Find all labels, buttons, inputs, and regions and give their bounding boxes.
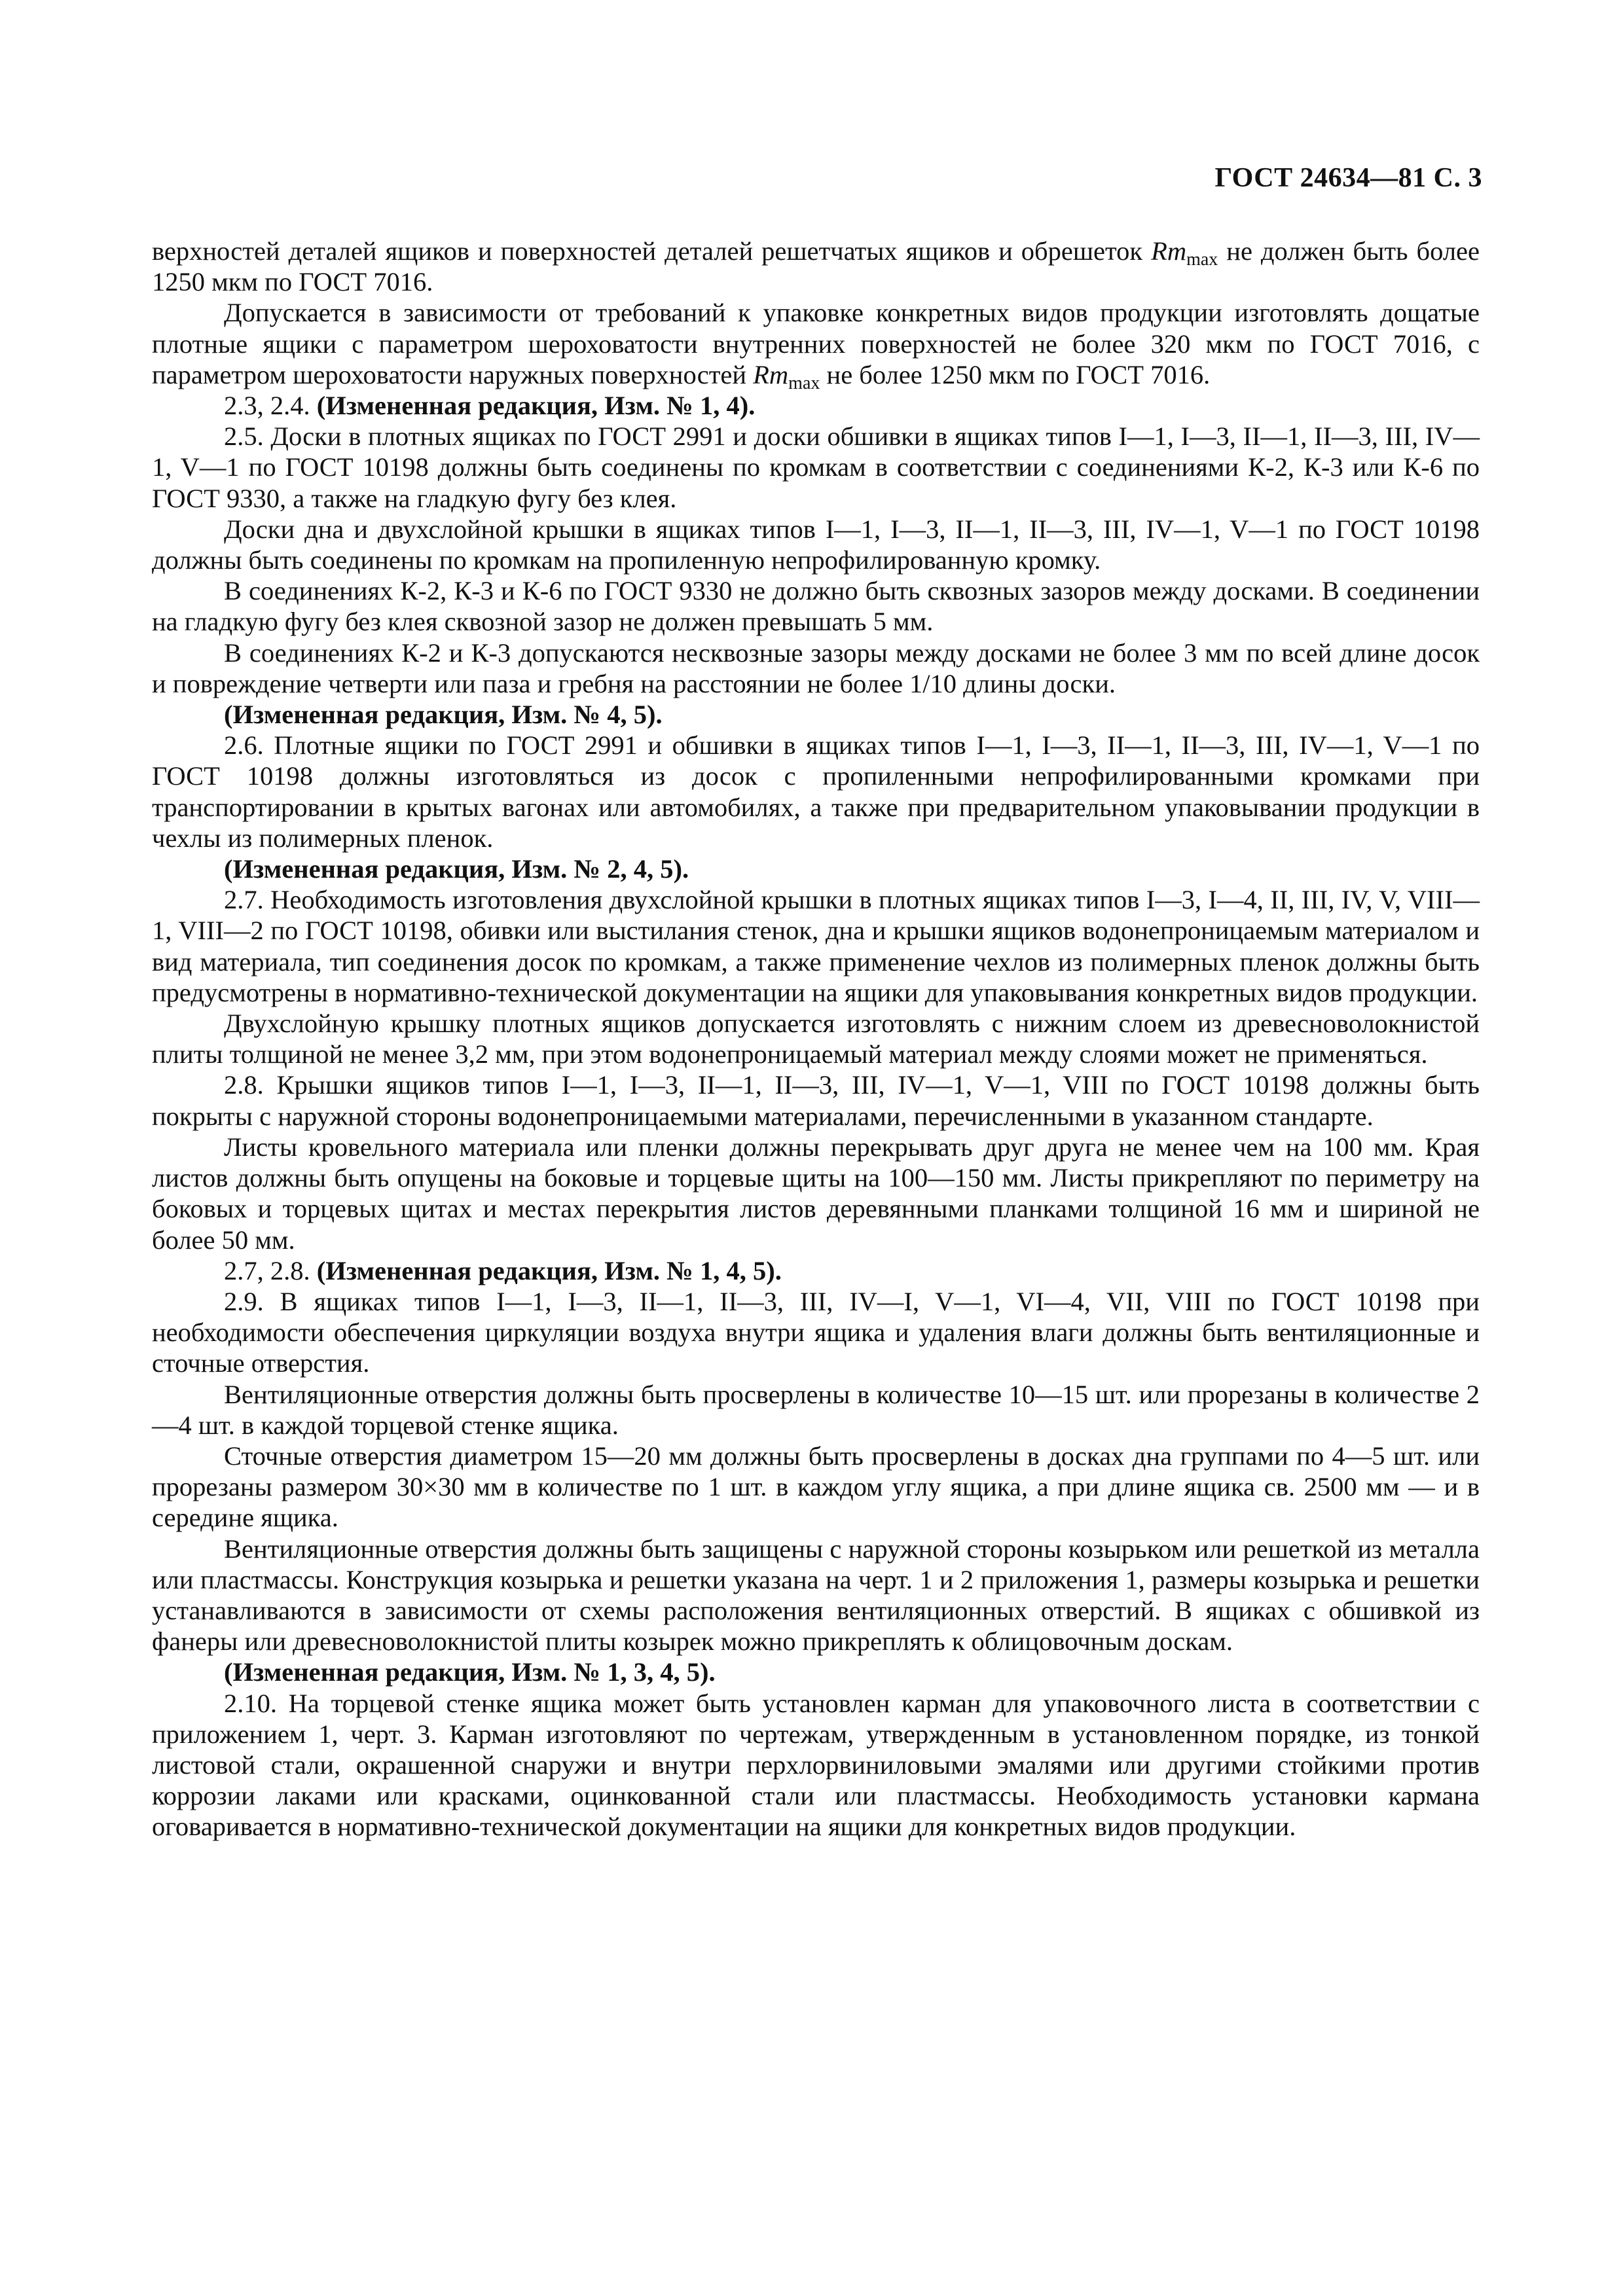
paragraph-roofing-sheets: Листы кровельного материала или пленки должны перекрывать друг друга не менее чем на 100 мм. Края листов должны быть опущены на боковые и торцевые щиты на 100—150 мм. Листы прикрепляют по периметру на боковых и торцевых щитах и местах перекрытия листов деревянными планками толщиной 16 мм и шириной не более 50 мм. bbox=[152, 1132, 1480, 1255]
amendment-note: (Измененная редакция, Изм. № 2, 4, 5). bbox=[224, 854, 689, 884]
clause-2-9: 2.9. В ящиках типов I—1, I—3, II—1, II—3, III, IV—I, V—1, VI—4, VII, VIII по ГОСТ 10198 при необходимости обеспечения циркуляции воздуха внутри ящика и удаления влаги должны быть вентиляционные и сточные отверстия. bbox=[152, 1286, 1480, 1378]
clause-2-10: 2.10. На торцевой стенке ящика может быть установлен карман для упаковочного листа в соответствии с приложением 1, черт. 3. Карман изготовляют по чертежам, утвержденным в установленном порядке, из тонкой листовой стали, окрашенной снаружи и внутри перхлорвиниловыми эмалями или другими стойкими против коррозии лаками или красками, оцинкованной стали или пластмассы. Необходимость установки кармана оговаривается в нормативно-технической документации на ящики для конкретных видов продукции. bbox=[152, 1688, 1480, 1842]
amendment-note: 2.3, 2.4. (Измененная редакция, Изм. № 1, 4). bbox=[224, 391, 756, 421]
paragraph-dense-boxes: Допускается в зависимости от требований к упаковке конкретных видов продукции изготовлять дощатые плотные ящики с параметром шероховатости внутренних поверхностей не более 320 мкм по ГОСТ 7016, с параметром шероховатости наружных поверхностей $Rm_{max}$ не более 1250 мкм по ГОСТ 7016. bbox=[152, 298, 1480, 393]
document-body bbox=[152, 236, 1480, 1842]
clause-2-7: 2.7. Необходимость изготовления двухслойной крышки в плотных ящиках типов I—3, I—4, II, III, IV, V, VIII—1, VIII—2 по ГОСТ 10198, обивки или выстилания стенок, дна и крышки ящиков водонепроницаемым материалом и вид материала, тип соединения досок по кромкам, а также применение чехлов из полимерных пленок должны быть предусмотрены в нормативно-технической документации на ящики для упаковывания конкретных видов продукции. bbox=[152, 885, 1480, 1007]
amendment-note: (Измененная редакция, Изм. № 4, 5). bbox=[224, 700, 663, 730]
clause-2-8: 2.8. Крышки ящиков типов I—1, I—3, II—1, II—3, III, IV—1, V—1, VIII по ГОСТ 10198 должны быть покрыты с наружной стороны водонепроницаемыми материалами, перечисленными в указанном стандарте. bbox=[152, 1070, 1480, 1131]
paragraph-non-through-gaps: В соединениях К-2 и К-3 допускаются несквозные зазоры между досками не более 3 мм по всей длине досок и повреждение четверти или паза и гребня на расстоянии не более 1/10 длины доски. bbox=[152, 637, 1480, 698]
amendment-note: (Измененная редакция, Изм. № 1, 3, 4, 5). bbox=[224, 1657, 716, 1687]
paragraph-joints-gaps: В соединениях К-2, К-3 и К-6 по ГОСТ 9330 не должно быть сквозных зазоров между досками. В соединении на гладкую фугу без клея сквозной зазор не должен превышать 5 мм. bbox=[152, 576, 1480, 637]
paragraph-drain-holes: Сточные отверстия диаметром 15—20 мм должны быть просверлены в досках дна группами по 4—5 шт. или прорезаны размером 30×30 мм в количестве по 1 шт. в каждом углу ящика, а при длине ящика св. 2500 мм — и в середине ящика. bbox=[152, 1441, 1480, 1533]
paragraph-roughness-limit: верхностей деталей ящиков и поверхностей деталей решетчатых ящиков и обрешеток $Rm_{max}$ не должен быть более 1250 мкм по ГОСТ 7016. bbox=[152, 236, 1480, 297]
paragraph-vent-protection: Вентиляционные отверстия должны быть защищены с наружной стороны козырьком или решеткой из металла или пластмассы. Конструкция козырька и решетки указана на черт. 1 и 2 приложения 1, размеры козырька и решетки устанавливаются в зависимости от схемы расположения вентиляционных отверстий. В ящиках с обшивкой из фанеры или древесноволокнистой плиты козырек можно прикреплять к облицовочным доскам. bbox=[152, 1534, 1480, 1657]
clause-2-6: 2.6. Плотные ящики по ГОСТ 2991 и обшивки в ящиках типов I—1, I—3, II—1, II—3, III, IV—1, V—1 по ГОСТ 10198 должны изготовляться из досок с пропиленными непрофилированными кромками при транспортировании в крытых вагонах или автомобилях, а также при предварительном упаковывании продукции в чехлы из полимерных пленок. bbox=[152, 730, 1480, 853]
paragraph-ventilation-holes: Вентиляционные отверстия должны быть просверлены в количестве 10—15 шт. или прорезаны в количестве 2—4 шт. в каждой торцевой стенке ящика. bbox=[152, 1379, 1480, 1440]
paragraph-two-layer-lid: Двухслойную крышку плотных ящиков допускается изготовлять с нижним слоем из древесноволокнистой плиты толщиной не менее 3,2 мм, при этом водонепроницаемый материал между слоями может не применяться. bbox=[152, 1009, 1480, 1069]
page-header: ГОСТ 24634—81 С. 3 bbox=[1214, 163, 1482, 193]
clause-2-5: 2.5. Доски в плотных ящиках по ГОСТ 2991 и доски обшивки в ящиках типов I—1, I—3, II—1, II—3, III, IV—1, V—1 по ГОСТ 10198 должны быть соединены по кромкам в соответствии с соединениями К-2, К-3 или К-6 по ГОСТ 9330, а также на гладкую фугу без клея. bbox=[152, 422, 1480, 513]
paragraph-bottom-boards: Доски дна и двухслойной крышки в ящиках типов I—1, I—3, II—1, II—3, III, IV—1, V—1 по ГОСТ 10198 должны быть соединены по кромкам на пропиленную непрофилированную кромку. bbox=[152, 514, 1480, 575]
amendment-note: 2.7, 2.8. (Измененная редакция, Изм. № 1, 4, 5). bbox=[224, 1255, 782, 1285]
